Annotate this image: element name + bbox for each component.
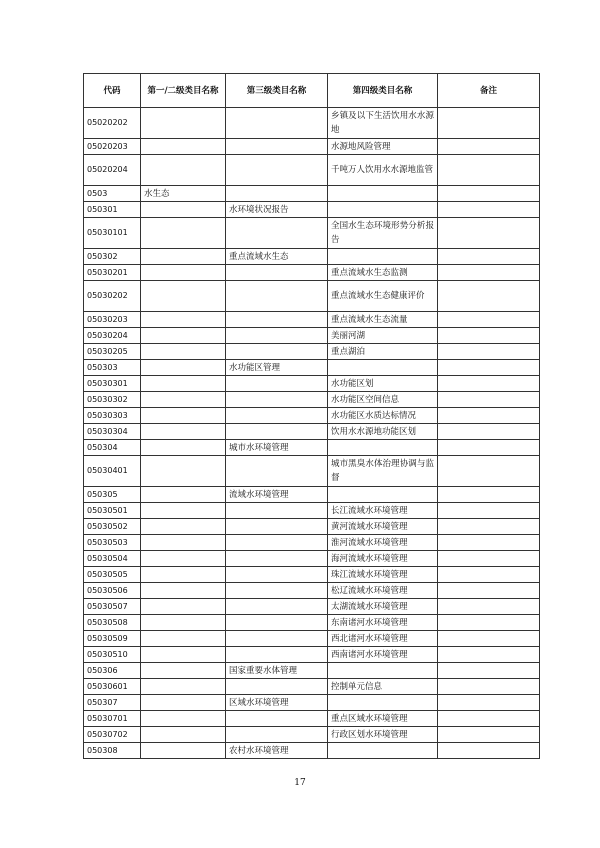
cell-level3 bbox=[226, 186, 328, 202]
cell-level3 bbox=[226, 265, 328, 281]
cell-level4: 重点流域水生态流量 bbox=[328, 312, 438, 328]
cell-remarks bbox=[438, 155, 540, 186]
table-row bbox=[84, 218, 540, 249]
cell-level3 bbox=[226, 392, 328, 408]
table-row bbox=[84, 440, 540, 456]
cell-level1-2: 水生态 bbox=[141, 186, 226, 202]
cell-level1-2 bbox=[141, 647, 226, 663]
cell-remarks bbox=[438, 344, 540, 360]
table-row bbox=[84, 139, 540, 155]
cell-level3 bbox=[226, 408, 328, 424]
cell-level4 bbox=[328, 202, 438, 218]
header-code: 代码 bbox=[84, 74, 141, 108]
cell-code: 05030203 bbox=[84, 312, 141, 328]
cell-code: 0503 bbox=[84, 186, 141, 202]
cell-level4 bbox=[328, 249, 438, 265]
cell-level3 bbox=[226, 567, 328, 583]
cell-level3 bbox=[226, 503, 328, 519]
cell-level4 bbox=[328, 743, 438, 759]
cell-code: 050308 bbox=[84, 743, 141, 759]
cell-code: 05030101 bbox=[84, 218, 141, 249]
cell-level3 bbox=[226, 108, 328, 139]
table-row bbox=[84, 281, 540, 312]
cell-level1-2 bbox=[141, 551, 226, 567]
cell-level4: 千吨万人饮用水水源地监管 bbox=[328, 155, 438, 186]
cell-level4: 控制单元信息 bbox=[328, 679, 438, 695]
cell-code: 05030504 bbox=[84, 551, 141, 567]
table-row bbox=[84, 328, 540, 344]
cell-level3 bbox=[226, 328, 328, 344]
cell-level1-2 bbox=[141, 743, 226, 759]
cell-code: 050307 bbox=[84, 695, 141, 711]
table-body bbox=[84, 108, 540, 759]
cell-remarks bbox=[438, 424, 540, 440]
header-level3: 第三级类目名称 bbox=[226, 74, 328, 108]
cell-level3 bbox=[226, 456, 328, 487]
cell-level1-2 bbox=[141, 218, 226, 249]
cell-level3 bbox=[226, 727, 328, 743]
cell-level4: 松辽流域水环境管理 bbox=[328, 583, 438, 599]
cell-level3: 水环境状况报告 bbox=[226, 202, 328, 218]
cell-level1-2 bbox=[141, 424, 226, 440]
cell-code: 05030505 bbox=[84, 567, 141, 583]
cell-level4: 东南诸河水环境管理 bbox=[328, 615, 438, 631]
cell-code: 05030510 bbox=[84, 647, 141, 663]
cell-level1-2 bbox=[141, 599, 226, 615]
cell-level1-2 bbox=[141, 249, 226, 265]
cell-level3: 区域水环境管理 bbox=[226, 695, 328, 711]
cell-level1-2 bbox=[141, 567, 226, 583]
cell-level4: 重点湖泊 bbox=[328, 344, 438, 360]
table-row bbox=[84, 487, 540, 503]
cell-level4: 黄河流域水环境管理 bbox=[328, 519, 438, 535]
cell-level1-2 bbox=[141, 312, 226, 328]
table-row bbox=[84, 392, 540, 408]
cell-remarks bbox=[438, 519, 540, 535]
cell-level3: 水功能区管理 bbox=[226, 360, 328, 376]
cell-level4 bbox=[328, 186, 438, 202]
table-row bbox=[84, 108, 540, 139]
cell-level4 bbox=[328, 360, 438, 376]
cell-level3: 农村水环境管理 bbox=[226, 743, 328, 759]
cell-level1-2 bbox=[141, 281, 226, 312]
table-row bbox=[84, 155, 540, 186]
cell-code: 05030201 bbox=[84, 265, 141, 281]
cell-level3 bbox=[226, 155, 328, 186]
cell-remarks bbox=[438, 567, 540, 583]
cell-code: 050303 bbox=[84, 360, 141, 376]
table-row bbox=[84, 551, 540, 567]
cell-level4 bbox=[328, 440, 438, 456]
cell-level3 bbox=[226, 679, 328, 695]
cell-remarks bbox=[438, 139, 540, 155]
cell-code: 05030701 bbox=[84, 711, 141, 727]
cell-level4: 太湖流域水环境管理 bbox=[328, 599, 438, 615]
cell-level4: 西南诸河水环境管理 bbox=[328, 647, 438, 663]
cell-level1-2 bbox=[141, 440, 226, 456]
cell-level1-2 bbox=[141, 108, 226, 139]
cell-code: 050306 bbox=[84, 663, 141, 679]
cell-remarks bbox=[438, 631, 540, 647]
cell-level4: 珠江流域水环境管理 bbox=[328, 567, 438, 583]
cell-code: 05030503 bbox=[84, 535, 141, 551]
cell-remarks bbox=[438, 392, 540, 408]
table-row bbox=[84, 647, 540, 663]
cell-level3 bbox=[226, 535, 328, 551]
cell-level1-2 bbox=[141, 376, 226, 392]
cell-level4: 水功能区空间信息 bbox=[328, 392, 438, 408]
cell-remarks bbox=[438, 186, 540, 202]
table-row bbox=[84, 503, 540, 519]
cell-level1-2 bbox=[141, 155, 226, 186]
page-number: 17 bbox=[294, 778, 306, 788]
cell-level1-2 bbox=[141, 519, 226, 535]
cell-code: 05030304 bbox=[84, 424, 141, 440]
cell-remarks bbox=[438, 503, 540, 519]
header-level1-2: 第一/二级类目名称 bbox=[141, 74, 226, 108]
cell-remarks bbox=[438, 360, 540, 376]
cell-level3 bbox=[226, 344, 328, 360]
cell-remarks bbox=[438, 281, 540, 312]
table-header-row bbox=[84, 74, 540, 108]
cell-code: 05030301 bbox=[84, 376, 141, 392]
cell-level1-2 bbox=[141, 328, 226, 344]
cell-level4: 饮用水水源地功能区划 bbox=[328, 424, 438, 440]
cell-level1-2 bbox=[141, 615, 226, 631]
cell-code: 05030401 bbox=[84, 456, 141, 487]
table-row bbox=[84, 360, 540, 376]
cell-level4: 重点流域水生态健康评价 bbox=[328, 281, 438, 312]
cell-level1-2 bbox=[141, 727, 226, 743]
table-row bbox=[84, 599, 540, 615]
cell-level1-2 bbox=[141, 202, 226, 218]
cell-level1-2 bbox=[141, 503, 226, 519]
table-row bbox=[84, 679, 540, 695]
cell-remarks bbox=[438, 456, 540, 487]
cell-remarks bbox=[438, 312, 540, 328]
cell-code: 05030303 bbox=[84, 408, 141, 424]
cell-level3 bbox=[226, 281, 328, 312]
cell-level1-2 bbox=[141, 392, 226, 408]
table-row bbox=[84, 312, 540, 328]
cell-level4 bbox=[328, 695, 438, 711]
cell-remarks bbox=[438, 599, 540, 615]
cell-remarks bbox=[438, 202, 540, 218]
cell-code: 050302 bbox=[84, 249, 141, 265]
cell-level4: 美丽河湖 bbox=[328, 328, 438, 344]
category-table bbox=[83, 73, 540, 759]
table-row bbox=[84, 376, 540, 392]
cell-level4: 水功能区划 bbox=[328, 376, 438, 392]
cell-level4: 水功能区水质达标情况 bbox=[328, 408, 438, 424]
cell-remarks bbox=[438, 647, 540, 663]
cell-level1-2 bbox=[141, 139, 226, 155]
cell-level3 bbox=[226, 647, 328, 663]
cell-remarks bbox=[438, 408, 540, 424]
cell-level1-2 bbox=[141, 583, 226, 599]
table-row bbox=[84, 615, 540, 631]
cell-level4: 长江流域水环境管理 bbox=[328, 503, 438, 519]
cell-level3 bbox=[226, 218, 328, 249]
cell-code: 05030509 bbox=[84, 631, 141, 647]
cell-code: 050305 bbox=[84, 487, 141, 503]
cell-level1-2 bbox=[141, 679, 226, 695]
cell-remarks bbox=[438, 679, 540, 695]
cell-remarks bbox=[438, 440, 540, 456]
cell-code: 05030501 bbox=[84, 503, 141, 519]
table-row bbox=[84, 424, 540, 440]
cell-level4: 重点区域水环境管理 bbox=[328, 711, 438, 727]
cell-level3 bbox=[226, 551, 328, 567]
cell-level1-2 bbox=[141, 663, 226, 679]
cell-code: 05020204 bbox=[84, 155, 141, 186]
cell-level1-2 bbox=[141, 535, 226, 551]
table-row bbox=[84, 408, 540, 424]
table-row bbox=[84, 519, 540, 535]
cell-code: 05030302 bbox=[84, 392, 141, 408]
cell-remarks bbox=[438, 249, 540, 265]
table-row bbox=[84, 727, 540, 743]
cell-level1-2 bbox=[141, 408, 226, 424]
cell-code: 05030508 bbox=[84, 615, 141, 631]
header-remarks: 备注 bbox=[438, 74, 540, 108]
cell-remarks bbox=[438, 663, 540, 679]
table-row bbox=[84, 186, 540, 202]
cell-remarks bbox=[438, 583, 540, 599]
cell-level4: 乡镇及以下生活饮用水水源地 bbox=[328, 108, 438, 139]
cell-level4: 西北诸河水环境管理 bbox=[328, 631, 438, 647]
cell-level4: 全国水生态环境形势分析报告 bbox=[328, 218, 438, 249]
cell-level1-2 bbox=[141, 695, 226, 711]
table-row bbox=[84, 711, 540, 727]
cell-code: 05030204 bbox=[84, 328, 141, 344]
table-row bbox=[84, 695, 540, 711]
cell-level3: 流域水环境管理 bbox=[226, 487, 328, 503]
header-level4: 第四级类目名称 bbox=[328, 74, 438, 108]
cell-remarks bbox=[438, 265, 540, 281]
cell-code: 05030205 bbox=[84, 344, 141, 360]
cell-code: 05020202 bbox=[84, 108, 141, 139]
cell-level3: 城市水环境管理 bbox=[226, 440, 328, 456]
cell-code: 05030507 bbox=[84, 599, 141, 615]
cell-level3 bbox=[226, 599, 328, 615]
table-row bbox=[84, 663, 540, 679]
cell-code: 05030202 bbox=[84, 281, 141, 312]
cell-level3 bbox=[226, 711, 328, 727]
cell-remarks bbox=[438, 535, 540, 551]
cell-level3 bbox=[226, 376, 328, 392]
table-row bbox=[84, 743, 540, 759]
cell-code: 05020203 bbox=[84, 139, 141, 155]
cell-level1-2 bbox=[141, 456, 226, 487]
cell-level3 bbox=[226, 139, 328, 155]
cell-remarks bbox=[438, 727, 540, 743]
cell-remarks bbox=[438, 376, 540, 392]
table-row bbox=[84, 202, 540, 218]
table-row bbox=[84, 344, 540, 360]
cell-level3 bbox=[226, 631, 328, 647]
cell-code: 05030506 bbox=[84, 583, 141, 599]
cell-level4: 水源地风险管理 bbox=[328, 139, 438, 155]
cell-remarks bbox=[438, 743, 540, 759]
cell-level4 bbox=[328, 663, 438, 679]
cell-remarks bbox=[438, 487, 540, 503]
cell-level1-2 bbox=[141, 265, 226, 281]
cell-level4 bbox=[328, 487, 438, 503]
cell-level3 bbox=[226, 312, 328, 328]
cell-level3 bbox=[226, 583, 328, 599]
cell-code: 05030502 bbox=[84, 519, 141, 535]
table-row bbox=[84, 535, 540, 551]
table-row bbox=[84, 567, 540, 583]
cell-level1-2 bbox=[141, 487, 226, 503]
cell-level3 bbox=[226, 615, 328, 631]
table-row bbox=[84, 631, 540, 647]
cell-remarks bbox=[438, 551, 540, 567]
cell-remarks bbox=[438, 695, 540, 711]
cell-level4: 行政区划水环境管理 bbox=[328, 727, 438, 743]
cell-remarks bbox=[438, 711, 540, 727]
cell-level3 bbox=[226, 519, 328, 535]
cell-remarks bbox=[438, 328, 540, 344]
cell-code: 05030601 bbox=[84, 679, 141, 695]
table-row bbox=[84, 456, 540, 487]
cell-level4: 城市黑臭水体治理协调与监督 bbox=[328, 456, 438, 487]
cell-code: 05030702 bbox=[84, 727, 141, 743]
table-row bbox=[84, 583, 540, 599]
cell-level1-2 bbox=[141, 711, 226, 727]
cell-level4: 重点流域水生态监测 bbox=[328, 265, 438, 281]
cell-remarks bbox=[438, 108, 540, 139]
cell-level1-2 bbox=[141, 631, 226, 647]
table-row bbox=[84, 265, 540, 281]
cell-level1-2 bbox=[141, 360, 226, 376]
cell-level4: 海河流域水环境管理 bbox=[328, 551, 438, 567]
cell-level3: 国家重要水体管理 bbox=[226, 663, 328, 679]
cell-remarks bbox=[438, 218, 540, 249]
cell-level4: 淮河流域水环境管理 bbox=[328, 535, 438, 551]
cell-level1-2 bbox=[141, 344, 226, 360]
table-row bbox=[84, 249, 540, 265]
cell-code: 050304 bbox=[84, 440, 141, 456]
cell-remarks bbox=[438, 615, 540, 631]
cell-code: 050301 bbox=[84, 202, 141, 218]
cell-level3 bbox=[226, 424, 328, 440]
cell-level3: 重点流域水生态 bbox=[226, 249, 328, 265]
